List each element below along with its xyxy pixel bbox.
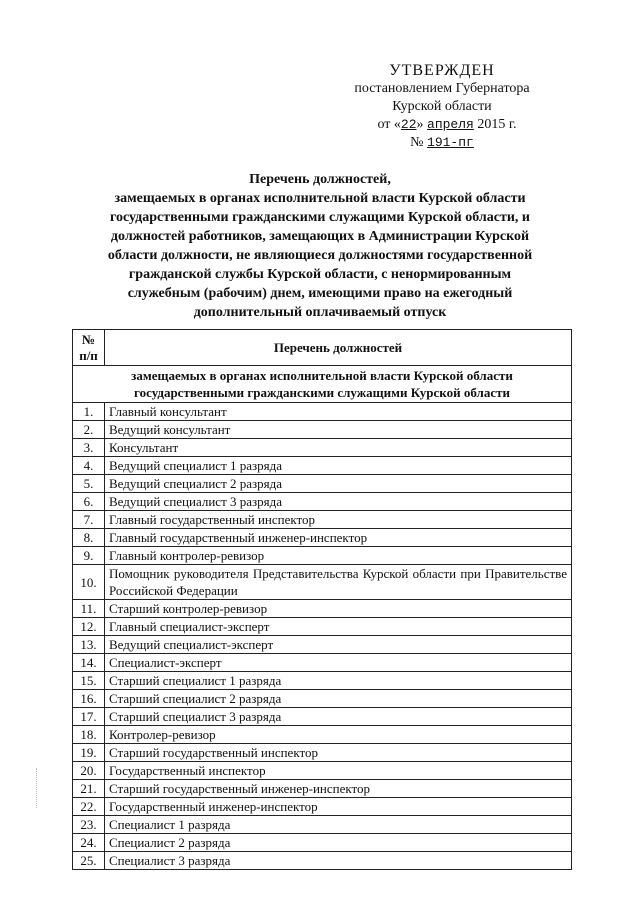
section-line-1: замещаемых в органах исполнительной власти Курской области bbox=[131, 368, 513, 383]
row-position: Главный государственный инженер-инспектор bbox=[105, 529, 572, 547]
row-number: 22. bbox=[73, 798, 105, 816]
row-number: 18. bbox=[73, 726, 105, 744]
table-row bbox=[73, 834, 572, 852]
row-number: 17. bbox=[73, 708, 105, 726]
row-position: Ведущий консультант bbox=[105, 421, 572, 439]
row-position: Старший контролер-ревизор bbox=[105, 600, 572, 618]
table-section-row bbox=[73, 366, 572, 403]
row-position: Старший специалист 1 разряда bbox=[105, 672, 572, 690]
approval-number bbox=[330, 134, 554, 152]
table-row bbox=[73, 852, 572, 870]
title-line-1: Перечень должностей, bbox=[249, 172, 391, 187]
table-row bbox=[73, 493, 572, 511]
table-row bbox=[73, 798, 572, 816]
approval-date bbox=[340, 116, 554, 134]
title-line-3: государственными гражданскими служащими Курской области, и bbox=[110, 210, 530, 225]
row-position: Старший специалист 2 разряда bbox=[105, 690, 572, 708]
row-number: 19. bbox=[73, 744, 105, 762]
table-row bbox=[73, 816, 572, 834]
row-position: Главный государственный инспектор bbox=[105, 511, 572, 529]
table-row bbox=[73, 475, 572, 493]
row-number: 15. bbox=[73, 672, 105, 690]
table-row bbox=[73, 565, 572, 600]
table-row bbox=[73, 654, 572, 672]
row-position: Ведущий специалист-эксперт bbox=[105, 636, 572, 654]
table-row bbox=[73, 457, 572, 475]
table-row bbox=[73, 636, 572, 654]
row-position: Специалист-эксперт bbox=[105, 654, 572, 672]
row-number: 12. bbox=[73, 618, 105, 636]
row-position: Государственный инженер-инспектор bbox=[105, 798, 572, 816]
row-number: 25. bbox=[73, 852, 105, 870]
row-position: Консультант bbox=[105, 439, 572, 457]
row-position: Специалист 1 разряда bbox=[105, 816, 572, 834]
row-number: 1. bbox=[73, 403, 105, 421]
margin-mark bbox=[36, 768, 38, 808]
title-line-4: должностей работников, замещающих в Администрации Курской bbox=[110, 229, 530, 244]
approval-block bbox=[330, 62, 554, 152]
table-row bbox=[73, 529, 572, 547]
row-number: 7. bbox=[73, 511, 105, 529]
table-row bbox=[73, 421, 572, 439]
table-row bbox=[73, 726, 572, 744]
row-number: 13. bbox=[73, 636, 105, 654]
row-position: Ведущий специалист 1 разряда bbox=[105, 457, 572, 475]
title-line-6: гражданской службы Курской области, с ненормированным bbox=[128, 267, 512, 282]
section-line-2: государственными гражданскими служащими Курской области bbox=[134, 385, 510, 400]
row-number: 24. bbox=[73, 834, 105, 852]
date-year: 2015 г. bbox=[477, 117, 517, 132]
table-row bbox=[73, 403, 572, 421]
row-number: 5. bbox=[73, 475, 105, 493]
row-number: 2. bbox=[73, 421, 105, 439]
row-number: 14. bbox=[73, 654, 105, 672]
table-row bbox=[73, 511, 572, 529]
table-row bbox=[73, 618, 572, 636]
table-row bbox=[73, 600, 572, 618]
row-position: Старший специалист 3 разряда bbox=[105, 708, 572, 726]
row-number: 3. bbox=[73, 439, 105, 457]
row-position: Главный контролер-ревизор bbox=[105, 547, 572, 565]
header-number-line-1: № bbox=[81, 331, 96, 347]
row-number: 11. bbox=[73, 600, 105, 618]
row-number: 23. bbox=[73, 816, 105, 834]
row-position: Старший государственный инспектор bbox=[105, 744, 572, 762]
approval-heading: УТВЕРЖДЕН bbox=[389, 62, 495, 79]
row-position: Контролер-ревизор bbox=[105, 726, 572, 744]
row-number: 6. bbox=[73, 493, 105, 511]
document-title bbox=[64, 170, 576, 322]
row-position: Ведущий специалист 3 разряда bbox=[105, 493, 572, 511]
row-number: 16. bbox=[73, 690, 105, 708]
row-number: 20. bbox=[73, 762, 105, 780]
table-row bbox=[73, 547, 572, 565]
row-position: Ведущий специалист 2 разряда bbox=[105, 475, 572, 493]
row-position: Главный консультант bbox=[105, 403, 572, 421]
row-position: Специалист 3 разряда bbox=[105, 852, 572, 870]
approval-line-1: постановлением Губернатора bbox=[354, 81, 530, 96]
row-position: Государственный инспектор bbox=[105, 762, 572, 780]
table-row bbox=[73, 672, 572, 690]
table-body bbox=[73, 403, 572, 870]
table-header-row bbox=[73, 330, 572, 366]
table-row bbox=[73, 780, 572, 798]
table-row bbox=[73, 708, 572, 726]
date-prefix: от « bbox=[377, 117, 401, 132]
table-row bbox=[73, 690, 572, 708]
date-day: 22 bbox=[400, 117, 417, 132]
row-position: Главный специалист-эксперт bbox=[105, 618, 572, 636]
title-line-5: области должности, не являющиеся должностями государственной bbox=[107, 248, 533, 263]
header-title: Перечень должностей bbox=[105, 330, 572, 366]
header-number bbox=[73, 330, 105, 366]
approval-line-2: Курской области bbox=[392, 99, 492, 114]
table-row bbox=[73, 439, 572, 457]
row-position: Специалист 2 разряда bbox=[105, 834, 572, 852]
row-number: 8. bbox=[73, 529, 105, 547]
row-number: 4. bbox=[73, 457, 105, 475]
row-number: 10. bbox=[73, 565, 105, 600]
row-number: 21. bbox=[73, 780, 105, 798]
header-number-line-2: п/п bbox=[79, 347, 98, 363]
row-number: 9. bbox=[73, 547, 105, 565]
table-row bbox=[73, 744, 572, 762]
number-value: 191-пг bbox=[427, 135, 474, 150]
date-mid: » bbox=[416, 117, 424, 132]
row-position: Помощник руководителя Представительства Курской области при Правительстве Российской Федерации bbox=[105, 565, 572, 600]
title-line-8: дополнительный оплачиваемый отпуск bbox=[193, 305, 447, 320]
row-position: Старший государственный инженер-инспектор bbox=[105, 780, 572, 798]
title-line-2: замещаемых в органах исполнительной власти Курской области bbox=[114, 191, 526, 206]
date-month: апреля bbox=[427, 117, 474, 132]
table-row bbox=[73, 762, 572, 780]
title-line-7: служебным (рабочим) днем, имеющими право на ежегодный bbox=[127, 286, 513, 301]
section-title bbox=[73, 366, 572, 403]
positions-table bbox=[72, 329, 572, 870]
number-prefix: № bbox=[410, 135, 424, 150]
